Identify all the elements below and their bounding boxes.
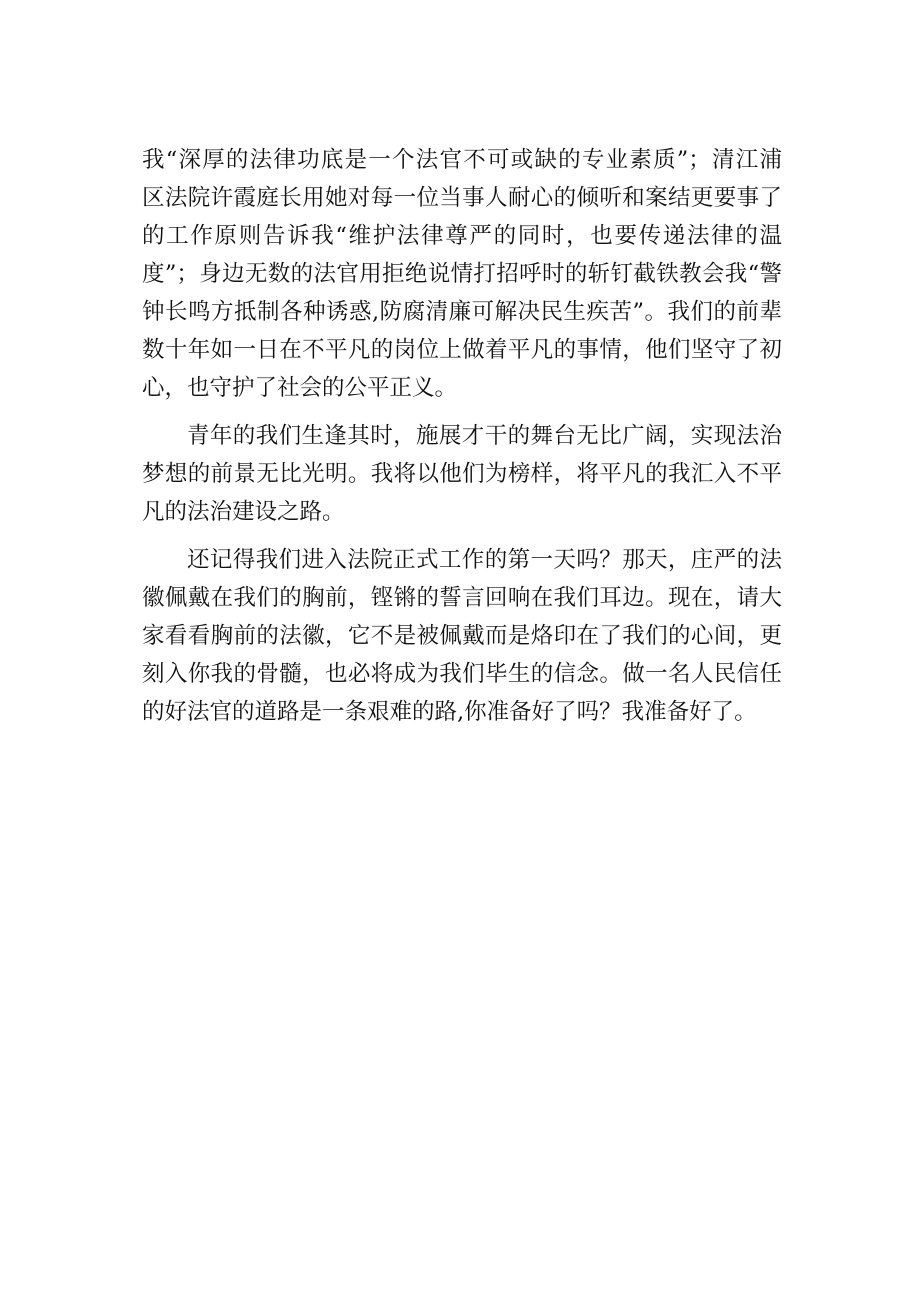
text-line: 心，也守护了社会的公平正义。 bbox=[142, 375, 458, 401]
paragraph-spacer bbox=[142, 407, 782, 417]
text-line: 刻入你我的骨髓，也必将成为我们毕生的信念。做一名人民信任 bbox=[142, 661, 782, 687]
text-line: 数十年如一日在不平凡的岗位上做着平凡的事情，他们坚守了初 bbox=[142, 337, 782, 363]
text-line: 钟长鸣方抵制各种诱惑,防腐清廉可解决民生疾苦”。我们的前辈 bbox=[142, 299, 782, 325]
text-line: 区法院许霞庭长用她对每一位当事人耐心的倾听和案结更要事了 bbox=[142, 185, 782, 211]
text-line: 青年的我们生逢其时，施展才干的舞台无比广阔，实现法治 bbox=[187, 423, 782, 449]
text-line: 我“深厚的法律功底是一个法官不可或缺的专业素质”；清江浦 bbox=[142, 147, 782, 173]
text-line: 徽佩戴在我们的胸前，铿锵的誓言回响在我们耳边。现在，请大 bbox=[142, 585, 782, 611]
text-line: 梦想的前景无比光明。我将以他们为榜样，将平凡的我汇入不平 bbox=[142, 461, 782, 487]
document-body bbox=[142, 141, 782, 731]
text-line: 凡的法治建设之路。 bbox=[142, 499, 345, 525]
paragraph-1 bbox=[142, 141, 782, 407]
text-line: 家看看胸前的法徽，它不是被佩戴而是烙印在了我们的心间，更 bbox=[142, 623, 782, 649]
text-line: 度”；身边无数的法官用拒绝说情打招呼时的斩钉截铁教会我“警 bbox=[142, 261, 782, 287]
text-line: 的工作原则告诉我“维护法律尊严的同时，也要传递法律的温 bbox=[142, 223, 782, 249]
text-line: 还记得我们进入法院正式工作的第一天吗？那天，庄严的法 bbox=[187, 547, 782, 573]
paragraph-3 bbox=[142, 541, 782, 731]
paragraph-spacer bbox=[142, 531, 782, 541]
text-line: 的好法官的道路是一条艰难的路,你准备好了吗？我准备好了。 bbox=[142, 699, 757, 725]
paragraph-2 bbox=[142, 417, 782, 531]
